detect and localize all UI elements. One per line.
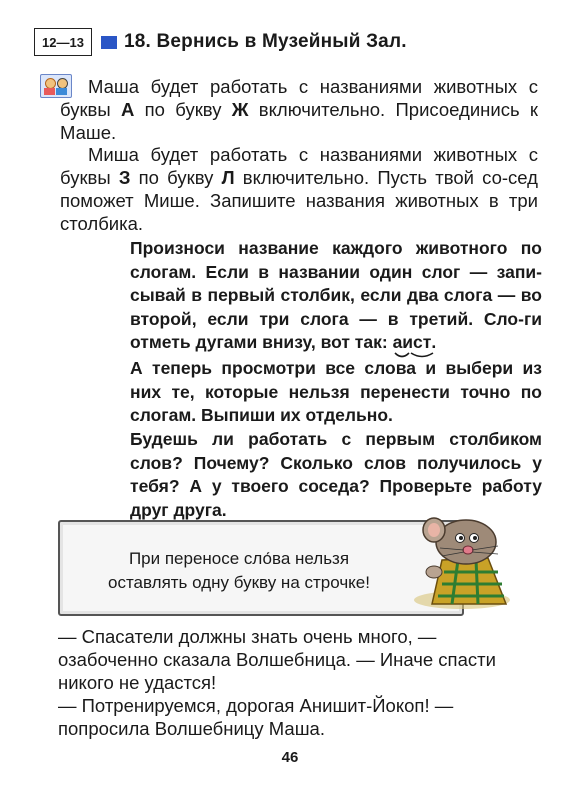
mouse-character-illustration: [402, 512, 526, 612]
page-number: 46: [281, 749, 299, 766]
dialog-wizard: — Спасатели должны знать очень много, — озабоченно сказала Волшебница. — Иначе спасти никого не удастся!: [58, 626, 496, 693]
letter-z: З: [118, 167, 131, 188]
instruction-text: Произноси название каждого животного по слогам. Если в названии один слог — запи-сывай в первый столбик, если два слога — во второй, если три слога — в третий. Сло-ги отметь дугами внизу, вот так:: [130, 238, 542, 352]
instruction-transfer: А теперь просмотри все слова и выбери из них те, которые нельзя перенести точно по слогам. Выпиши их отдельно.: [130, 358, 542, 425]
task-header: [34, 27, 407, 57]
paragraph-text: включительно. Присоединись к Маше.: [60, 99, 538, 143]
letter-zh: Ж: [231, 99, 249, 120]
paragraph-text: включительно. Пусть твой со-сед поможет Мише. Запишите названия животных в три столбика.: [60, 167, 538, 234]
instruction-questions: Будешь ли работать с первым столбиком слов? Почему? Сколько слов получилось у тебя? А у твоего соседа? Проверьте работу друг друга.: [130, 429, 542, 520]
paragraph-text: Миша будет работать с названиями животных с буквы: [60, 144, 538, 188]
task-title: 18. Вернись в Музейный Зал.: [124, 31, 407, 52]
rule-note-line: оставлять одну букву на строчке!: [108, 573, 370, 592]
rule-note-text: [74, 547, 404, 595]
paragraph-text: Маша будет работать с названиями животных с буквы: [60, 76, 538, 120]
paragraph-misha: [60, 143, 538, 235]
instruction-syllables: [130, 237, 542, 355]
rule-note-line: При переносе сло́ва нельзя: [128, 549, 350, 568]
page-reference-box: 12—13: [34, 28, 92, 56]
letter-l: Л: [221, 167, 235, 188]
paragraph-masha: [60, 75, 538, 144]
letter-a: А: [120, 99, 135, 120]
paragraph-text: по букву: [134, 99, 232, 120]
dialog-masha: — Потренируемся, дорогая Анишит-Йокоп! — попросила Волшебницу Маша.: [58, 695, 454, 739]
blue-square-marker: [101, 36, 117, 49]
instruction-text: .: [431, 332, 437, 352]
paragraph-text: по букву: [130, 167, 222, 188]
syllable-example-word: аист: [392, 332, 432, 352]
syllable-example: [393, 331, 432, 355]
